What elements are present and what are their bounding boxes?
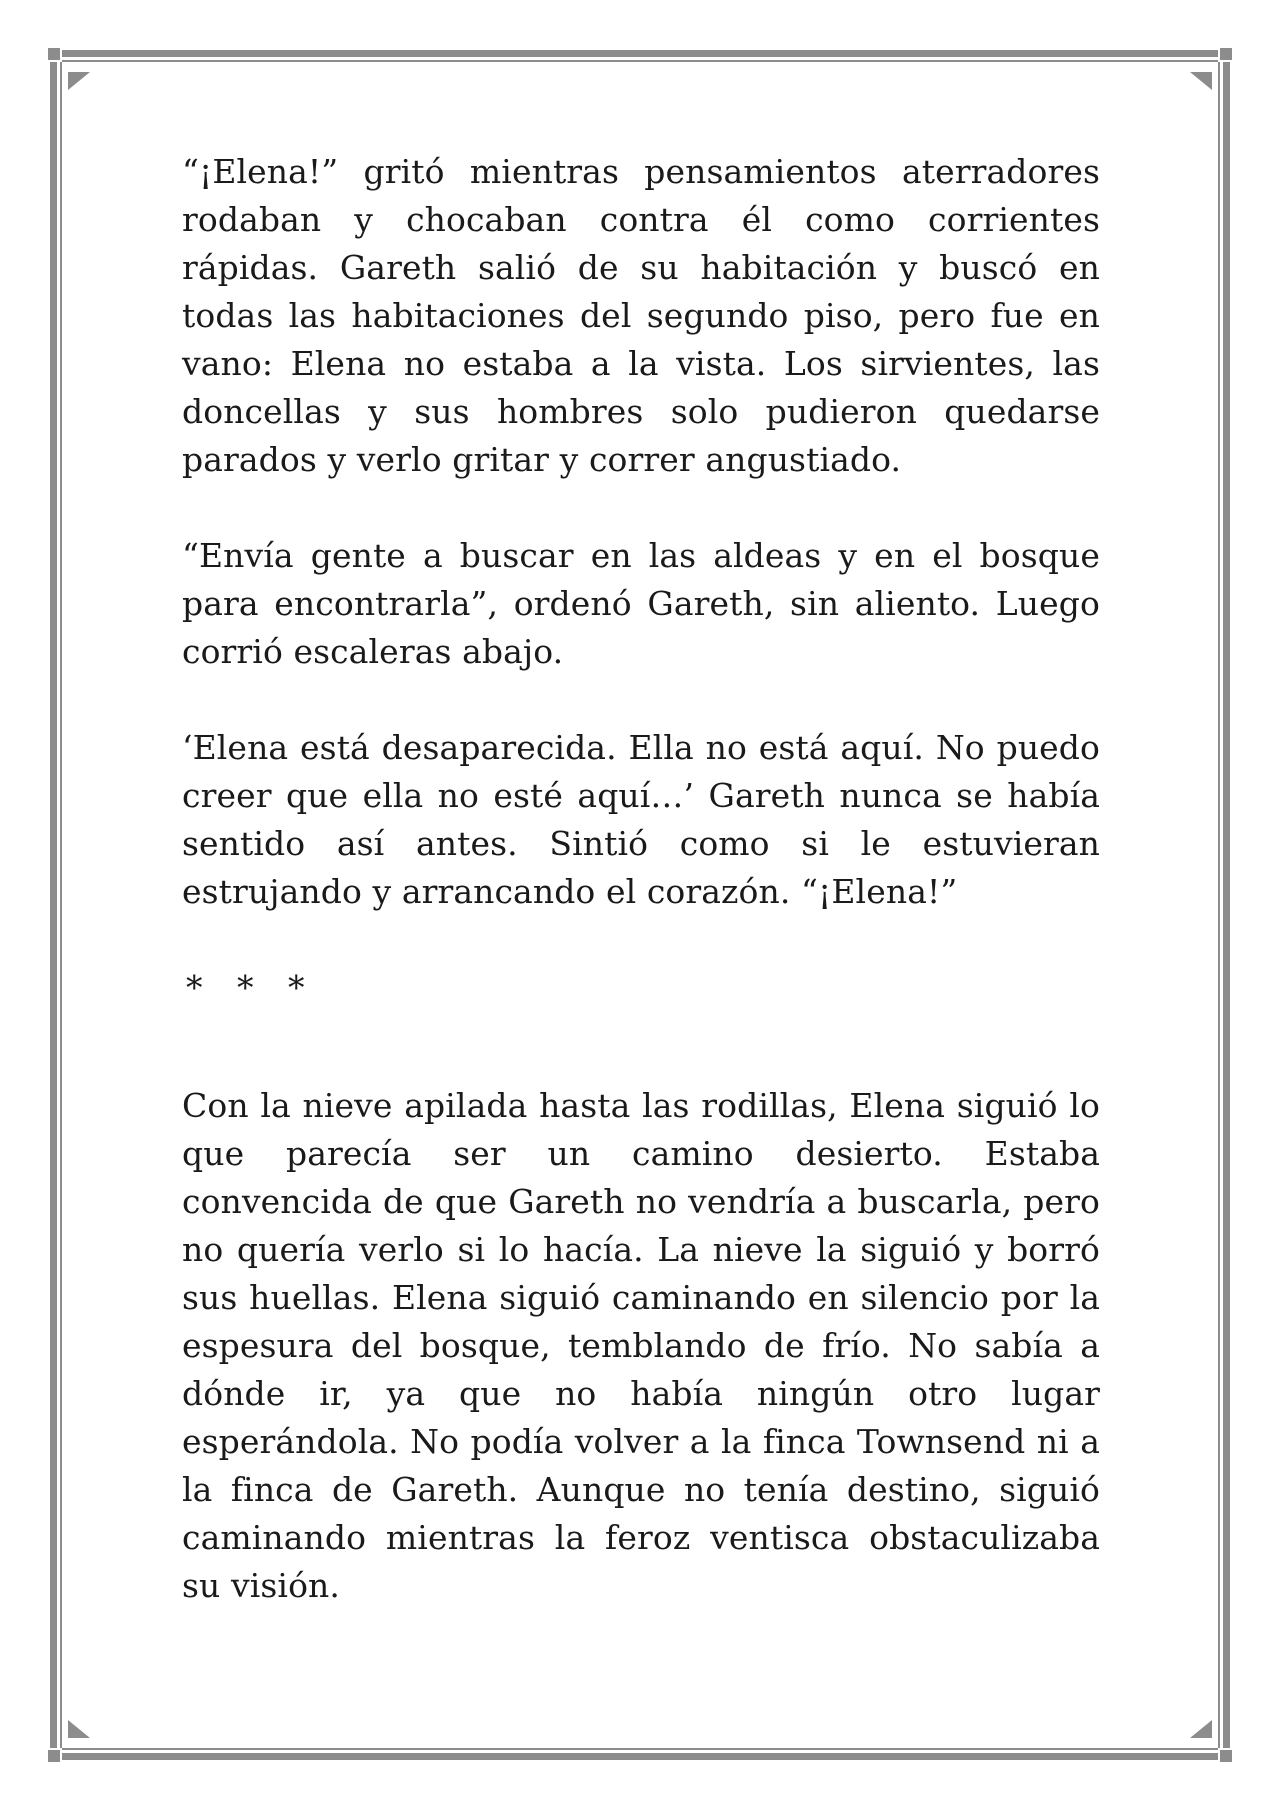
paragraph: ‘Elena está desaparecida. Ella no está aquí. No puedo creer que ella no esté aquí…’ Gareth nunca se había sentido así antes. Sintió como si le estuvieran estrujando y arrancando el corazón. “¡Elena!”	[182, 728, 1100, 911]
paragraph: Con la nieve apilada hasta las rodillas, Elena siguió lo que parecía ser un camino desierto. Estaba convencida de que Gareth no vendría a buscarla, pero no quería verlo si lo hacía. La nieve la siguió y borró sus huellas. Elena siguió caminando en silencio por la espesura del bosque, temblando de frío. No sabía a dónde ir, ya que no había ningún otro lugar esperándola. No podía volver a la finca Townsend ni a la finca de Gareth. Aunque no tenía destino, siguió caminando mientras la feroz ventisca obstaculizaba su visión.	[182, 1086, 1100, 1605]
paragraph: “Envía gente a buscar en las aldeas y en el bosque para encontrarla”, ordenó Gareth, sin aliento. Luego corrió escaleras abajo.	[182, 536, 1100, 671]
scene-separator: * * *	[186, 968, 317, 1007]
document-body	[182, 148, 1100, 1658]
paragraph: “¡Elena!” gritó mientras pensamientos aterradores rodaban y chocaban contra él como corrientes rápidas. Gareth salió de su habitación y buscó en todas las habitaciones del segundo piso, pero fue en vano: Elena no estaba a la vista. Los sirvientes, las doncellas y sus hombres solo pudieron quedarse parados y verlo gritar y correr angustiado.	[182, 152, 1100, 479]
